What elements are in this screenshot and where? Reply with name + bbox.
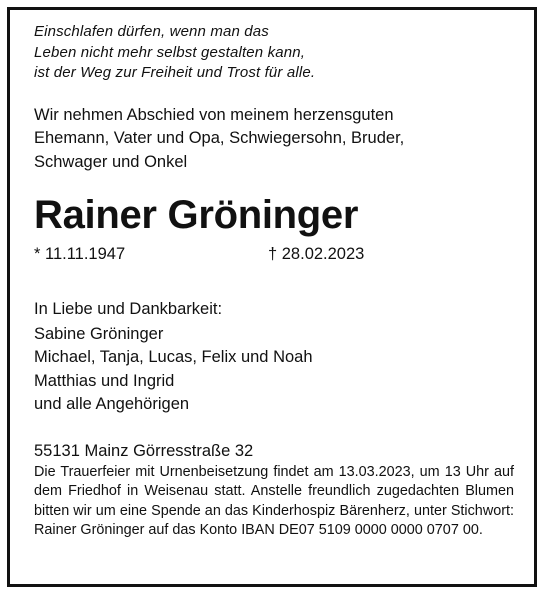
intro-line: Schwager und Onkel bbox=[34, 152, 188, 171]
mourners-lead: In Liebe und Dankbarkeit: bbox=[34, 300, 223, 318]
address: 55131 Mainz Görresstraße 32 bbox=[34, 441, 254, 460]
deceased-name: Rainer Gröninger bbox=[34, 193, 359, 237]
mourners-block bbox=[34, 298, 524, 417]
quote-line: ist der Weg zur Freiheit und Trost für alle. bbox=[34, 64, 316, 81]
mourner-name: Michael, Tanja, Lucas, Felix und Noah bbox=[34, 348, 313, 366]
quote-line: Leben nicht mehr selbst gestalten kann, bbox=[34, 43, 306, 61]
birth-date: * 11.11.1947 bbox=[34, 245, 126, 263]
mourner-name: und alle Angehörigen bbox=[34, 395, 190, 413]
funeral-notice: Die Trauerfeier mit Urnenbeisetzung findet am 13.03.2023, um 13 Uhr auf dem Friedhof in Weisenau statt. Anstelle freundlich zugedachten Blumen bitten wir um eine Spende an das Kinderhospiz Bärenherz, unter Stichwort: Rainer Gröninger auf das Konto IBAN DE07 5109 0000 0000 0707 00. bbox=[34, 463, 514, 538]
death-date: † 28.02.2023 bbox=[268, 245, 365, 263]
mourner-name: Matthias und Ingrid bbox=[34, 371, 175, 390]
obituary-frame bbox=[7, 7, 537, 587]
quote-line: Einschlafen dürfen, wenn man das bbox=[34, 23, 269, 40]
mourner-name: Sabine Gröninger bbox=[34, 324, 164, 343]
life-dates bbox=[34, 244, 524, 264]
intro-block bbox=[34, 104, 524, 175]
intro-line: Wir nehmen Abschied von meinem herzensguten bbox=[34, 105, 394, 124]
quote-block bbox=[34, 22, 524, 84]
obituary-content bbox=[34, 22, 524, 541]
intro-line: Ehemann, Vater und Opa, Schwiegersohn, Bruder, bbox=[34, 129, 405, 147]
